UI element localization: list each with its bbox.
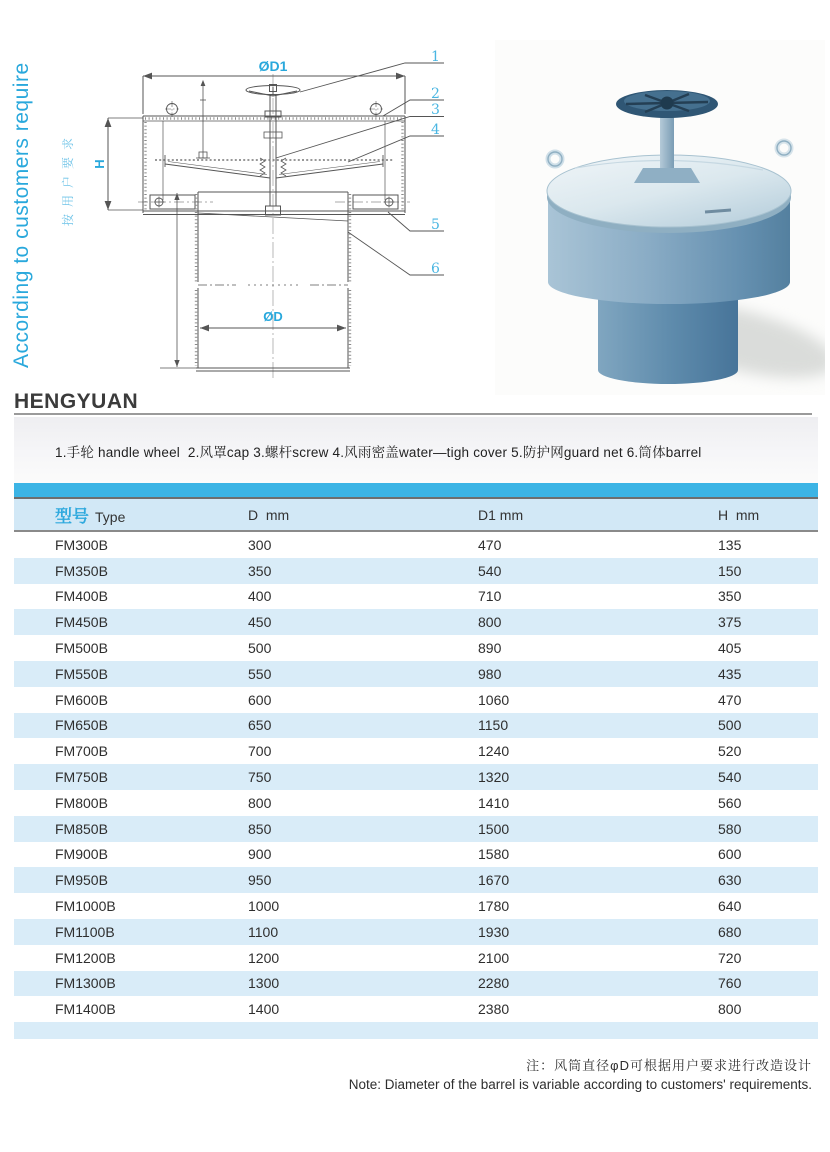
callout-5: 5 [431, 217, 440, 233]
callout-leaders [276, 63, 444, 275]
value-cell: 760 [718, 975, 742, 992]
value-cell: 2380 [478, 1001, 510, 1018]
header-type [14, 502, 240, 527]
model-cell: FM1100B [55, 923, 115, 940]
value-cell: 560 [718, 794, 742, 811]
value-cell: 450 [248, 614, 272, 631]
value-cell: 550 [248, 665, 272, 682]
value-cell: 750 [248, 769, 272, 786]
value-cell: 375 [718, 614, 742, 631]
callout-6: 6 [431, 261, 440, 277]
value-cell: 680 [718, 923, 742, 940]
callout-3: 3 [431, 102, 440, 118]
dim-label-d1: ØD1 [258, 58, 288, 74]
model-cell: FM1000B [55, 898, 116, 915]
value-cell: 950 [248, 872, 272, 889]
model-cell: FM800B [55, 794, 108, 811]
model-cell: FM850B [55, 820, 108, 837]
value-cell: 720 [718, 949, 742, 966]
value-cell: 350 [248, 562, 272, 579]
table-top-band [14, 483, 818, 497]
product-photo [495, 40, 825, 395]
header-h: H mm [718, 506, 760, 523]
table-row [14, 790, 818, 816]
value-cell: 2280 [478, 975, 510, 992]
value-cell: 435 [718, 665, 742, 682]
brand-title: HENGYUAN [14, 390, 139, 413]
dimension-barrel-height [160, 193, 196, 368]
model-cell: FM450B [55, 614, 108, 631]
value-cell: 580 [718, 820, 742, 837]
table-row [14, 816, 818, 842]
value-cell: 630 [718, 872, 742, 889]
value-cell: 1240 [478, 743, 510, 760]
table-row [14, 687, 818, 713]
table-row [14, 867, 818, 893]
value-cell: 1410 [478, 794, 510, 811]
parts-legend: 1.手轮 handle wheel 2.风罩cap 3.螺杆screw 4.风雨密盖water—tigh cover 5.防护网guard net 6.筒体barrel [55, 445, 702, 460]
value-cell: 1780 [478, 898, 510, 915]
table-header-row [14, 499, 818, 530]
model-cell: FM750B [55, 769, 108, 786]
value-cell: 540 [718, 769, 742, 786]
value-cell: 300 [248, 536, 272, 553]
header-type-en: Type [95, 509, 126, 525]
value-cell: 405 [718, 640, 742, 657]
value-cell: 900 [248, 846, 272, 863]
value-cell: 135 [718, 536, 742, 553]
value-cell: 1670 [478, 872, 510, 889]
value-cell: 1930 [478, 923, 510, 940]
model-cell: FM550B [55, 665, 108, 682]
value-cell: 800 [718, 1001, 742, 1018]
table-row [14, 996, 818, 1022]
technical-drawing [88, 40, 456, 388]
value-cell: 350 [718, 588, 742, 605]
table-row [14, 945, 818, 971]
table-row [14, 738, 818, 764]
table-row [14, 764, 818, 790]
value-cell: 150 [718, 562, 742, 579]
model-cell: FM900B [55, 846, 108, 863]
dimension-h [108, 118, 143, 210]
value-cell: 640 [718, 898, 742, 915]
spec-table [14, 483, 818, 1039]
model-cell: FM500B [55, 640, 108, 657]
value-cell: 980 [478, 665, 502, 682]
table-row [14, 584, 818, 610]
value-cell: 850 [248, 820, 272, 837]
callout-2: 2 [431, 86, 440, 102]
value-cell: 1100 [248, 923, 279, 940]
value-cell: 470 [718, 691, 742, 708]
model-cell: FM350B [55, 562, 108, 579]
value-cell: 890 [478, 640, 502, 657]
table-row [14, 971, 818, 997]
value-cell: 1300 [248, 975, 280, 992]
brand-rule [14, 413, 812, 415]
mounting-brackets [138, 195, 410, 209]
model-cell: FM1200B [55, 949, 116, 966]
value-cell: 500 [718, 717, 742, 734]
table-row [14, 661, 818, 687]
table-row [14, 635, 818, 661]
dimension-d1 [143, 76, 405, 114]
value-cell: 1000 [248, 898, 280, 915]
lifting-eyes [165, 101, 383, 117]
model-cell: FM1400B [55, 1001, 116, 1018]
value-cell: 1500 [478, 820, 510, 837]
value-cell: 400 [248, 588, 272, 605]
model-cell: FM700B [55, 743, 108, 760]
value-cell: 1060 [478, 691, 510, 708]
dim-label-d: ØD [263, 309, 283, 324]
vertical-note-en: According to customers require [10, 62, 33, 368]
value-cell: 650 [248, 717, 272, 734]
value-cell: 600 [718, 846, 742, 863]
value-cell: 700 [248, 743, 272, 760]
callout-1: 1 [431, 49, 440, 65]
value-cell: 500 [248, 640, 272, 657]
spec-table-body [14, 532, 818, 1022]
table-row [14, 558, 818, 584]
vertical-note-cn: 按用户要求 [61, 130, 75, 226]
value-cell: 520 [718, 743, 742, 760]
value-cell: 1150 [478, 717, 509, 734]
dim-label-h: H [92, 159, 107, 169]
value-cell: 800 [478, 614, 502, 631]
table-row [14, 532, 818, 558]
model-cell: FM600B [55, 691, 108, 708]
value-cell: 1580 [478, 846, 510, 863]
table-row [14, 609, 818, 635]
note-en: Note: Diameter of the barrel is variable according to customers' requirements. [348, 1077, 812, 1092]
value-cell: 1320 [478, 769, 510, 786]
value-cell: 2100 [478, 949, 510, 966]
callout-4: 4 [431, 122, 440, 138]
header-d1: D1 mm [478, 506, 524, 523]
table-row [14, 893, 818, 919]
header-type-cn: 型号 [55, 507, 89, 526]
table-row [14, 842, 818, 868]
table-bottom-band [14, 1022, 818, 1039]
note-cn: 注：风筒直径φD可根据用户要求进行改造设计 [526, 1058, 812, 1073]
value-cell: 1400 [248, 1001, 280, 1018]
model-cell: FM1300B [55, 975, 116, 992]
model-cell: FM400B [55, 588, 108, 605]
table-row [14, 713, 818, 739]
footnotes [349, 1056, 812, 1094]
value-cell: 710 [478, 588, 502, 605]
value-cell: 470 [478, 536, 502, 553]
header-d: D mm [248, 506, 290, 523]
value-cell: 1200 [248, 949, 280, 966]
value-cell: 800 [248, 794, 272, 811]
table-row [14, 919, 818, 945]
value-cell: 600 [248, 691, 272, 708]
model-cell: FM650B [55, 717, 108, 734]
model-cell: FM950B [55, 872, 108, 889]
legend-panel [14, 417, 818, 483]
value-cell: 540 [478, 562, 502, 579]
model-cell: FM300B [55, 536, 108, 553]
sensor-rod [196, 81, 210, 158]
cap-outline [143, 116, 405, 215]
